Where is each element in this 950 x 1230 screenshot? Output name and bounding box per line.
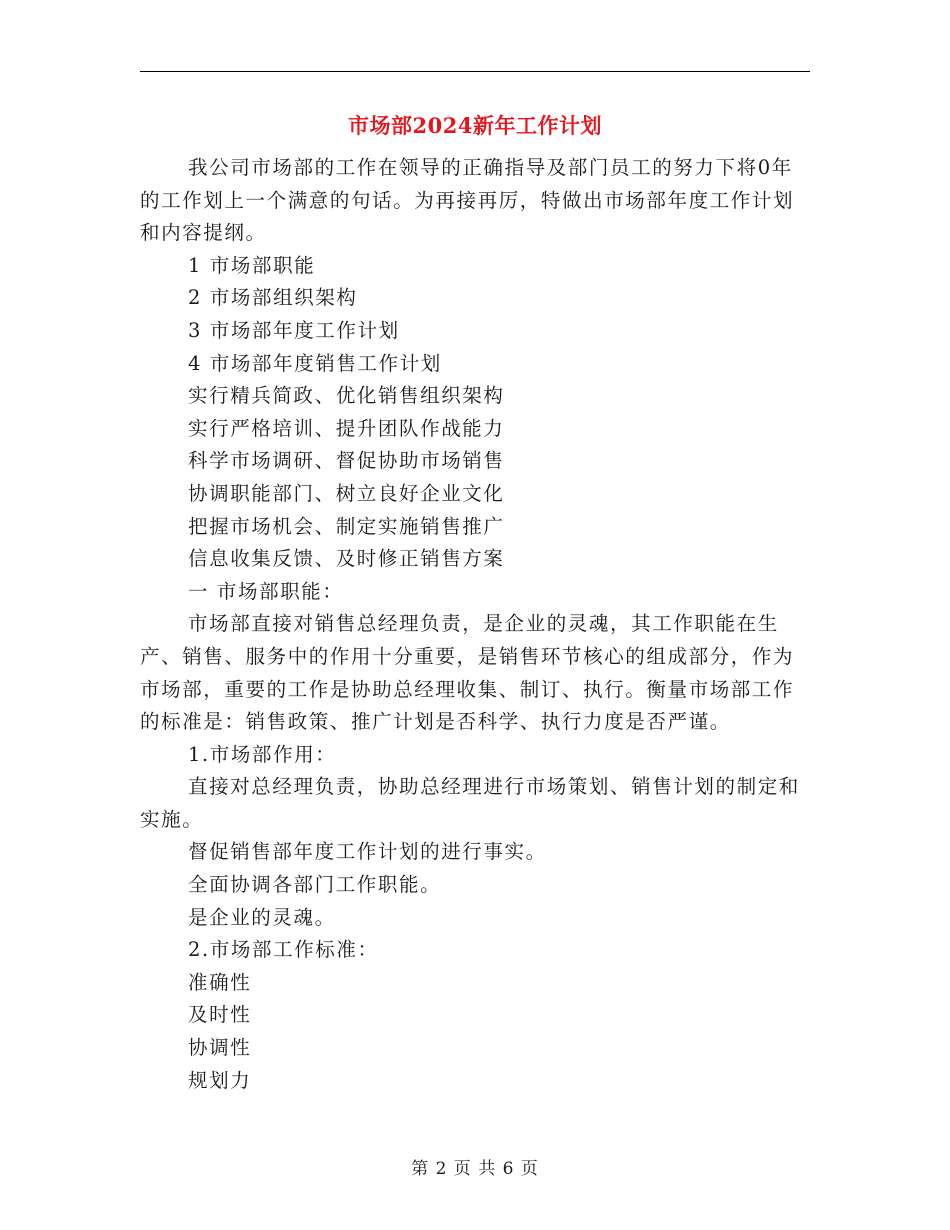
body-paragraph: 协调职能部门、树立良好企业文化	[188, 481, 505, 505]
body-paragraph: 我公司市场部的工作在领导的正确指导及部门员工的努力下将0年的工作划上一个满意的句话。为再接再厉，特做出市场部年度工作计划和内容提纲。	[140, 156, 795, 245]
header-rule	[140, 71, 810, 72]
body-paragraph: 全面协调各部门工作职能。	[188, 873, 442, 897]
body-paragraph: 2.市场部工作标准：	[188, 938, 379, 962]
document-body	[140, 152, 810, 1097]
body-paragraph: 直接对总经理负责，协助总经理进行市场策划、销售计划的制定和实施。	[140, 775, 800, 831]
body-paragraph: 科学市场调研、督促协助市场销售	[188, 449, 505, 473]
body-paragraph: 2 市场部组织架构	[188, 286, 358, 310]
page-footer: 第 2 页 共 6 页	[411, 1159, 539, 1179]
document-title: 市场部2024新年工作计划	[348, 113, 602, 138]
body-paragraph: 一 市场部职能：	[188, 579, 344, 603]
body-paragraph: 实行严格培训、提升团队作战能力	[188, 416, 505, 440]
body-paragraph: 1 市场部职能	[188, 253, 316, 277]
body-paragraph: 督促销售部年度工作计划的进行事实。	[188, 840, 547, 864]
body-paragraph: 3 市场部年度工作计划	[188, 318, 400, 342]
body-paragraph: 准确性	[188, 970, 252, 994]
body-paragraph: 规划力	[188, 1068, 252, 1092]
body-paragraph: 市场部直接对销售总经理负责，是企业的灵魂，其工作职能在生产、销售、服务中的作用十分重要，是销售环节核心的组成部分，作为市场部，重要的工作是协助总经理收集、制订、执行。衡量市场部工作的标准是：销售政策、推广计划是否科学、执行力度是否严谨。	[140, 612, 795, 734]
body-paragraph: 及时性	[188, 1003, 252, 1027]
body-paragraph: 信息收集反馈、及时修正销售方案	[188, 547, 505, 571]
body-paragraph: 把握市场机会、制定实施销售推广	[188, 514, 505, 538]
body-paragraph: 协调性	[188, 1036, 252, 1060]
body-paragraph: 1.市场部作用：	[188, 742, 337, 766]
body-paragraph: 实行精兵简政、优化销售组织架构	[188, 384, 505, 408]
body-paragraph: 是企业的灵魂。	[188, 905, 336, 929]
body-paragraph: 4 市场部年度销售工作计划	[188, 351, 442, 375]
